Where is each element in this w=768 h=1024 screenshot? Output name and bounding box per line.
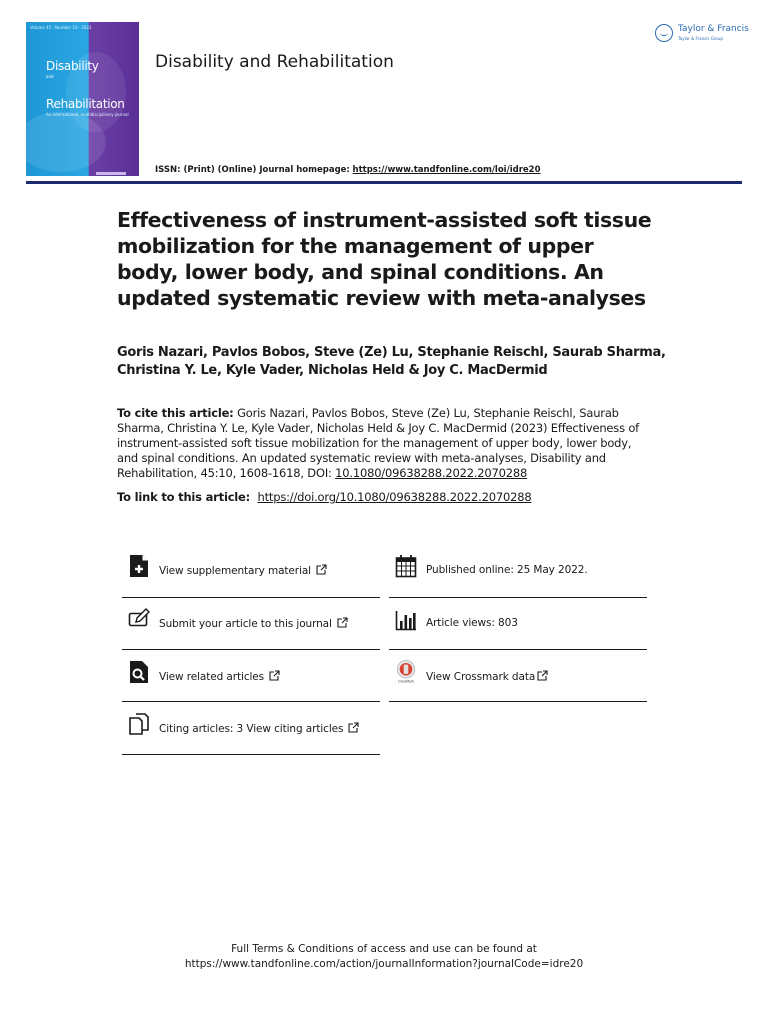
published-label: Published online: 25 May 2022. (426, 564, 588, 576)
external-link-icon (337, 617, 348, 628)
published-online-item (389, 546, 647, 598)
issn-line (155, 165, 540, 175)
link-label: To link to this article: (117, 490, 251, 504)
cover-title-line2: Rehabilitation (46, 97, 125, 111)
journal-title: Disability and Rehabilitation (155, 52, 394, 72)
author-list: Goris Nazari, Pavlos Bobos, Steve (Ze) Lu, Stephanie Reischl, Saurab Sharma, Christina Y. Le, Kyle Vader, Nicholas Held & Joy C. MacDermid (117, 345, 666, 378)
cover-issue-line: Volume 45 · Number 10 · 2023 (30, 25, 92, 30)
supplementary-label: View supplementary material (159, 565, 311, 577)
crossmark-icon-label: CrossMark (397, 679, 415, 684)
header-divider (26, 181, 742, 184)
issn-label: ISSN: (Print) (Online) Journal homepage: (155, 165, 350, 175)
related-label: View related articles (159, 671, 265, 683)
calendar-icon (395, 554, 417, 578)
journal-cover (26, 22, 139, 176)
journal-homepage-link[interactable]: https://www.tandfonline.com/loi/idre20 (352, 165, 541, 175)
cover-title-line1: Disability (46, 59, 99, 73)
external-link-icon (348, 722, 359, 733)
related-articles-item[interactable] (122, 652, 380, 704)
citation-block (117, 406, 647, 481)
publisher-group: Taylor & Francis Group (678, 36, 723, 41)
views-label: Article views: 803 (426, 617, 518, 629)
pencil-edit-icon (128, 607, 150, 631)
divider (122, 597, 380, 598)
footer-terms-link[interactable]: https://www.tandfonline.com/action/journalInformation?journalCode=idre20 (184, 958, 584, 970)
external-link-icon (269, 670, 280, 681)
divider (389, 649, 647, 650)
article-title: Effectiveness of instrument-assisted soft tissue mobilization for the management of upper body, lower body, and spinal conditions. An updated systematic review with meta-analyses (117, 208, 652, 310)
article-link-line (117, 490, 531, 504)
terms-footer (0, 942, 768, 972)
bar-chart-icon (395, 607, 417, 631)
citing-label: Citing articles: 3 View citing articles (159, 723, 344, 735)
footer-line1: Full Terms & Conditions of access and use can be found at (231, 943, 537, 955)
cite-doi-link[interactable]: 10.1080/09638288.2022.2070288 (335, 466, 528, 480)
crossmark-label: View Crossmark data (426, 671, 536, 683)
copy-documents-icon (128, 712, 150, 736)
divider (389, 701, 647, 702)
cover-title-and: and (46, 74, 54, 79)
article-views-item (389, 599, 647, 651)
article-doi-link[interactable]: https://doi.org/10.1080/09638288.2022.2070288 (257, 490, 532, 504)
divider (122, 754, 380, 755)
document-plus-icon (128, 554, 150, 578)
divider (122, 701, 380, 702)
taylor-francis-icon (655, 24, 673, 42)
publisher-name: Taylor & Francis (678, 24, 749, 34)
divider (389, 597, 647, 598)
cover-subtitle: An international, multidisciplinary journal (46, 112, 129, 117)
cite-label: To cite this article: (117, 406, 234, 420)
cover-publisher-mark (96, 172, 126, 175)
submit-article-item[interactable] (122, 599, 380, 651)
cite-text: Goris Nazari, Pavlos Bobos, Steve (Ze) Lu, Stephanie Reischl, Saurab Sharma, Christina Y. Le, Kyle Vader, Nicholas Held & Joy C. MacDermid (2023) Effectiveness of instrument-assisted soft tissue mobilization for the management of upper body, lower body, and spinal conditions. An updated systematic review with meta-analyses, Disability and Rehabilitation, 45:10, 1608-1618, DOI: (117, 406, 640, 480)
citing-articles-item[interactable] (122, 704, 380, 756)
external-link-icon (537, 670, 548, 681)
divider (122, 649, 380, 650)
supplementary-material-item[interactable] (122, 546, 380, 598)
submit-label: Submit your article to this journal (159, 618, 332, 630)
external-link-icon (316, 564, 327, 575)
taylor-francis-logo[interactable] (653, 22, 753, 48)
search-document-icon (128, 660, 150, 684)
crossmark-item[interactable] (389, 652, 647, 704)
crossmark-icon (395, 660, 417, 684)
